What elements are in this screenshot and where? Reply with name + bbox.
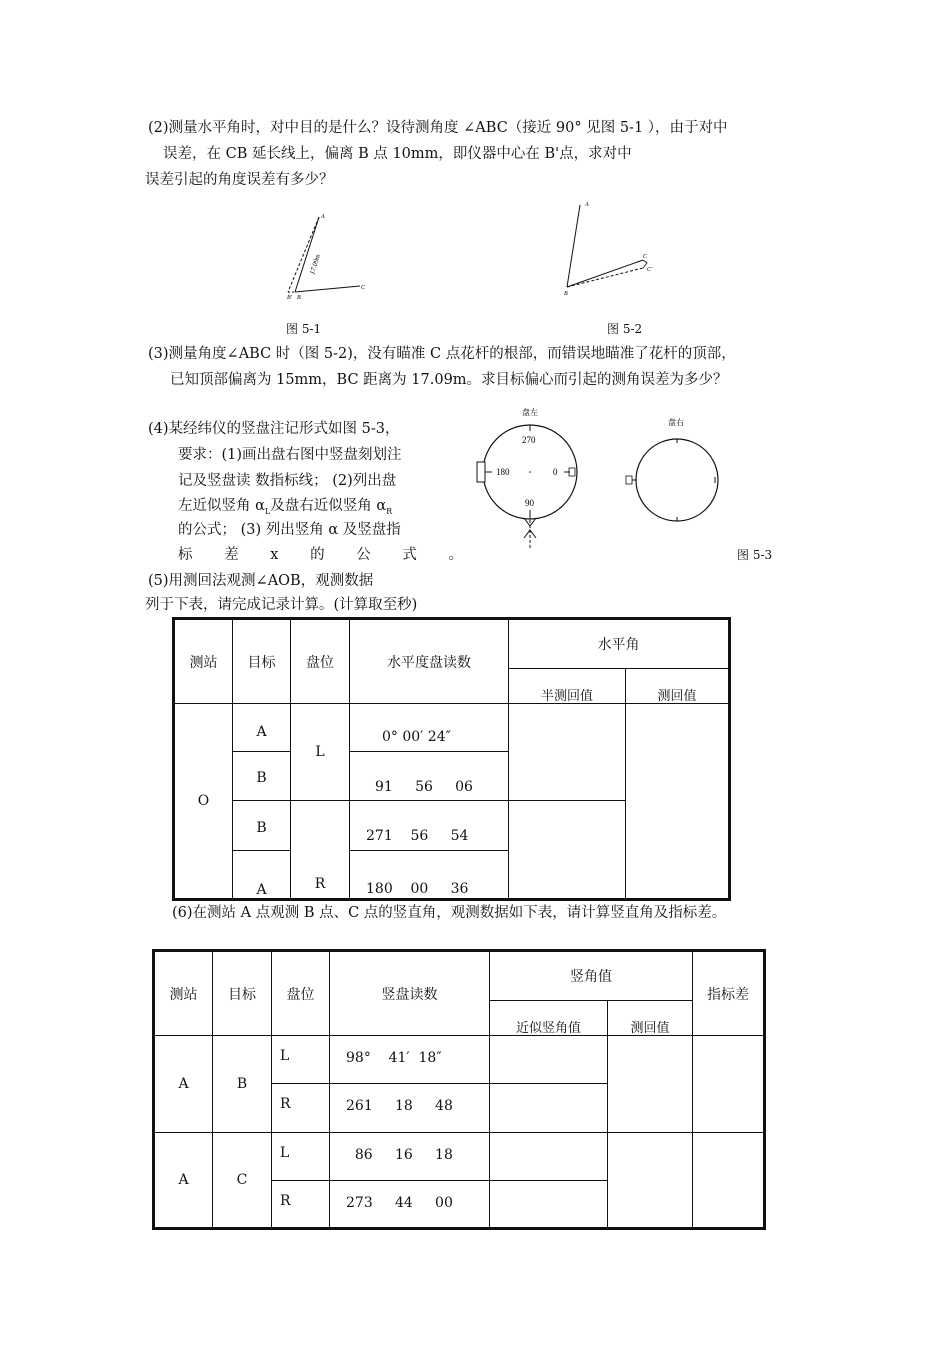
fig51-label-bp: B' [287,295,292,301]
q6-line1: (6)在测站 A 点观测 B 点、C 点的竖直角，观测数据如下表，请计算竖直角及指标差。 [172,905,727,921]
q3-line1: (3)测量角度∠ABC 时（图 5-2)，没有瞄准 C 点花杆的根部，而错误地瞄准了花杆的顶部， [148,346,736,362]
q5-line2: 列于下表，请完成记录计算。(计算取至秒) [145,597,418,613]
figure-5-3-left-disc [470,400,590,550]
fig51-label-c: C [361,285,366,291]
t2-target-1: B [213,1036,272,1132]
t2-index-2[interactable] [693,1132,765,1228]
t1-half-2[interactable] [509,801,626,900]
t1-target-b2: B [233,801,291,851]
t2-reading-1r: 261 18 48 [330,1084,490,1132]
fig51-label-b: B [297,295,301,301]
fig53-tick-top: 270 [522,435,536,445]
t2-index-1[interactable] [693,1036,765,1132]
fig53-left-title: 盘左 [522,408,538,417]
t2-reading-1l: 98° 41′ 18″ [330,1036,490,1084]
t1-target-a: A [233,704,291,752]
t2-header-face: 盘位 [272,951,330,1036]
fig52-label-cp: C' [647,267,653,273]
fig53-caption: 图 5-3 [737,548,773,562]
t1-header-angle: 水平角 [509,619,730,669]
q4-line6-c1: 差 [224,547,239,563]
fig52-label-c: C [643,254,648,260]
t1-header-reading: 水平度盘读数 [350,619,509,704]
q3-line2: 已知顶部偏离为 15mm，BC 距离为 17.09m。求目标偏心而引起的测角误差为多少？ [170,372,728,388]
q2-line3: 误差引起的角度误差有多少？ [145,172,334,188]
t2-approx-2r[interactable] [490,1180,608,1228]
fig52-label-a: A [585,202,589,208]
fig52-caption: 图 5-2 [607,322,643,336]
t1-header-target: 目标 [233,619,291,704]
fig51-label-a: A [321,214,325,220]
fig53-tick-right: 0 [553,467,558,477]
q4-line6-c2: x [270,547,279,563]
fig51-caption: 图 5-1 [286,322,322,336]
q4-line5: 的公式； (3) 列出竖角 α 及竖盘指 [178,522,401,538]
fig51-distance: 17.09m [308,253,322,276]
t2-header-station: 测站 [154,951,213,1036]
t2-approx-2l[interactable] [490,1132,608,1180]
figure-5-3-right-disc [620,410,725,530]
t2-header-angle: 竖角值 [490,951,693,1001]
t1-header-full: 测回值 [626,669,730,704]
q4-line6-c4: 公 [356,547,371,563]
q4-line4-a: 左近似竖角 α [178,498,265,514]
t2-face-2r: R [272,1180,330,1228]
q4-line4-sub-r: R [386,506,393,516]
t2-station-2: A [154,1132,213,1228]
t2-face-1r: R [272,1084,330,1132]
t1-half-1[interactable] [509,704,626,801]
q4-line6 [178,542,463,568]
t2-face-1l: L [272,1036,330,1084]
q4-line6-c0: 标 [178,547,193,563]
t1-full[interactable] [626,704,730,900]
q4-line6-c6: 。 [448,547,463,563]
t2-header-full: 测回值 [608,1001,693,1036]
t1-reading-1: 91 56 06 [350,752,509,801]
q2-line2: 误差，在 CB 延长线上，偏离 B 点 10mm，即仪器中心在 B'点，求对中 [163,146,632,162]
q4-line6-c3: 的 [310,547,325,563]
q4-line4-b: 及盘右近似竖角 α [270,498,387,514]
t1-reading-3: 180 00 36 [350,851,509,900]
vertical-angle-table [152,949,766,1230]
t2-header-reading: 竖盘读数 [330,951,490,1036]
q2-line1: (2)测量水平角时，对中目的是什么？设待测角度 ∠ABC（接近 90° 见图 5-1 ），由于对中 [148,120,728,136]
t2-header-target: 目标 [213,951,272,1036]
t1-face-r: R [291,801,350,900]
fig53-tick-bottom: 90 [525,498,534,508]
q4-line2: 要求：(1)画出盘右图中竖盘刻划注 [178,447,402,463]
fig52-label-b: B [564,291,568,297]
q4-line4-sub-l: L [264,506,271,516]
t2-reading-2l: 86 16 18 [330,1132,490,1180]
t1-reading-2: 271 56 54 [350,801,509,851]
t2-full-1[interactable] [608,1036,693,1132]
q4-line1: (4)某经纬仪的竖盘注记形式如图 5-3， [148,421,400,437]
t1-station-o: O [174,704,233,900]
t2-face-2l: L [272,1132,330,1180]
t1-header-half: 半测回值 [509,669,626,704]
fig53-tick-left: 180 [496,467,510,477]
t1-header-station: 测站 [174,619,233,704]
t1-target-b: B [233,752,291,801]
t1-target-a2: A [233,851,291,900]
t2-approx-1r[interactable] [490,1084,608,1132]
t2-approx-1l[interactable] [490,1036,608,1084]
t2-target-2: C [213,1132,272,1228]
t2-header-index: 指标差 [693,951,765,1036]
q4-line3: 记及竖盘读 数指标线； (2)列出盘 [178,473,397,489]
t1-face-l: L [291,704,350,801]
fig53-right-title: 盘右 [668,418,684,427]
horizontal-angle-table [172,617,731,901]
t2-header-approx: 近似竖角值 [490,1001,608,1036]
q4-line6-c5: 式 [402,547,417,563]
t2-station-1: A [154,1036,213,1132]
t1-header-face: 盘位 [291,619,350,704]
figure-5-2 [555,195,665,300]
q5-line1: (5)用测回法观测∠AOB，观测数据 [148,573,374,589]
figure-5-1 [275,205,385,305]
t1-reading-0: 0° 00′ 24″ [350,704,509,752]
t2-full-2[interactable] [608,1132,693,1228]
t2-reading-2r: 273 44 00 [330,1180,490,1228]
